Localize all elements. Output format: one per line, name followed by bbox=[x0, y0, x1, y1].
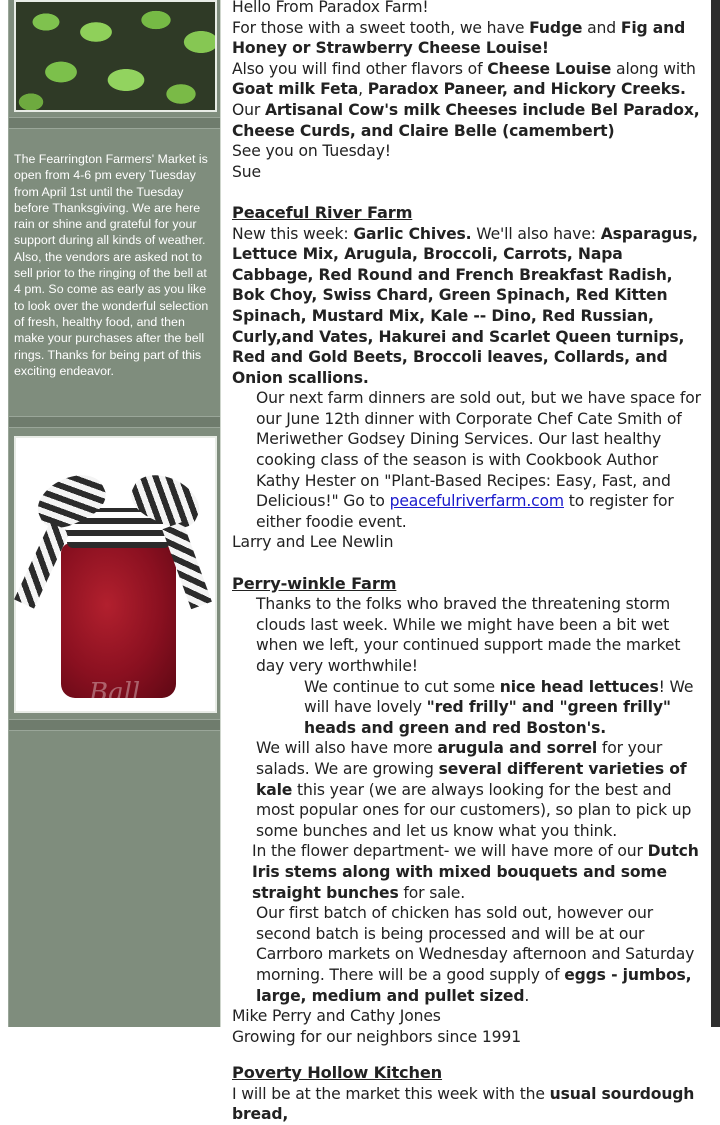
produce-list: Asparagus, Lettuce Mix, Arugula, Broccoli, Carrots, Napa Cabbage, Red Round and French Breakfast Radish, Bok Choy, Swiss Chard, Green Spinach, Red Kitten Spinach, Mustard Mix, Kale -- Dino, Red Russian, Curly,and Vates, Hakurei and Scarlet Queen turnips, Red and Gold Beets, Broccoli leaves, Collards, and Onion scallions. bbox=[232, 224, 698, 387]
product-dutch-iris: Dutch Iris stems along with mixed bouquets and some straight bunches bbox=[252, 842, 699, 902]
product-fudge: Fudge bbox=[529, 18, 583, 37]
peaceful-river-heading: Peaceful River Farm bbox=[232, 202, 413, 222]
sidebar-divider bbox=[9, 416, 220, 428]
spacer bbox=[232, 182, 702, 203]
text-span: I will be at the market this week with the bbox=[232, 1084, 550, 1103]
page-right-border bbox=[711, 0, 720, 1027]
text-span: We will also have more bbox=[256, 739, 438, 758]
text-span: Our bbox=[232, 100, 265, 119]
jam-jar bbox=[61, 488, 176, 708]
perry-signature: Mike Perry and Cathy Jones bbox=[232, 1007, 441, 1026]
peaceful-river-section bbox=[232, 203, 702, 553]
product-eggs: eggs - jumbos, large, medium and pullet sized bbox=[256, 965, 692, 1005]
perry-flowers bbox=[232, 841, 702, 903]
product-frilly-heads: "red frilly" and "green frilly" heads and green and red Boston's. bbox=[304, 698, 671, 737]
perry-chicken-eggs bbox=[232, 903, 702, 1006]
market-info-text: The Fearrington Farmers' Market is open from 4-6 pm every Tuesday from April 1st until the Tuesday before Thanksgiving. We are here rain or shine and grateful for your support during all kinds of weather. Also, the vendors are asked not to sell prior to the ringing of the bell at 4 pm. So come as early as you like to look over the wonderful selection of fresh, healthy food, and then make your purchases after the bell rings. Thanks for being part of this exciting endeavor. bbox=[14, 152, 209, 378]
product-paneer: Paradox Paneer, and Hickory Creeks. bbox=[367, 80, 686, 99]
text-span: . bbox=[524, 986, 530, 1005]
jam-jar-photo bbox=[14, 436, 217, 713]
text-span: We'll also have: bbox=[471, 224, 601, 243]
text-span: Our first batch of chicken has sold out, however our second batch is being processed and will be at our Carrboro markets on Wednesday afternoon and Saturday morning. There will be a good supply of bbox=[256, 904, 695, 984]
paradox-signature: Sue bbox=[232, 162, 261, 181]
poverty-hollow-heading: Poverty Hollow Kitchen bbox=[232, 1063, 443, 1083]
peaceful-river-link[interactable]: peacefulriverfarm.com bbox=[389, 492, 564, 511]
peaceful-events bbox=[232, 388, 702, 532]
paradox-line-cow-cheeses bbox=[232, 100, 702, 141]
product-goat-feta: Goat milk Feta bbox=[232, 80, 359, 99]
perry-tagline: Growing for our neighbors since 1991 bbox=[232, 1027, 521, 1046]
product-garlic-chives: Garlic Chives. bbox=[353, 224, 472, 243]
perry-winkle-section bbox=[232, 574, 702, 1048]
paradox-greeting: Hello From Paradox Farm! bbox=[232, 0, 429, 16]
paradox-farm-section bbox=[232, 0, 702, 182]
newsletter-content bbox=[222, 0, 711, 1124]
text-span: Our next farm dinners are sold out, but we have space for our June 12th dinner with Corporate Chef Cate Smith of Meriwether Godsey Dining Services. Our last healthy cooking class of the season is with Cookbook Author Kathy Hester on "Plant-Based Recipes: Easy, Fast, and Delicious!" Go to bbox=[256, 389, 701, 511]
text-span: to register for either foodie event. bbox=[256, 492, 674, 531]
perry-greens bbox=[232, 738, 702, 841]
poverty-intro bbox=[232, 1084, 702, 1125]
product-cheese-louise: Fig and Honey or Strawberry Cheese Louise! bbox=[232, 18, 686, 58]
product-kale-varieties: several different varieties of kale bbox=[256, 759, 687, 799]
perry-thanks: Thanks to the folks who braved the threatening storm clouds last week. While we might have been a bit wet when we left, your continued support made the market day very worthwhile! bbox=[256, 595, 681, 675]
paradox-line-sweets bbox=[232, 18, 702, 59]
product-arugula-sorrel: arugula and sorrel bbox=[437, 739, 598, 758]
text-span: and bbox=[582, 18, 621, 37]
product-sourdough: usual sourdough bread, bbox=[232, 1084, 695, 1124]
text-span: , bbox=[358, 80, 368, 99]
text-span: along with bbox=[611, 59, 696, 78]
product-head-lettuces: nice head lettuces bbox=[499, 677, 659, 696]
perry-winkle-heading: Perry-winkle Farm bbox=[232, 573, 397, 593]
text-span: for sale. bbox=[398, 883, 466, 902]
paradox-see-you: See you on Tuesday! bbox=[232, 142, 391, 161]
peaceful-signature: Larry and Lee Newlin bbox=[232, 533, 394, 552]
paradox-line-flavors bbox=[232, 59, 702, 100]
product-cow-cheeses: Artisanal Cow's milk Cheeses include Bel Paradox, Cheese Curds, and Claire Belle (camembert) bbox=[232, 100, 700, 140]
peaceful-produce-list bbox=[232, 224, 702, 389]
basil-photo bbox=[14, 0, 217, 112]
text-span: for your salads. We are growing bbox=[256, 739, 663, 778]
text-span: Also you will find other flavors of bbox=[232, 59, 488, 78]
jar-brand-text: Ball bbox=[89, 678, 141, 708]
text-span: We continue to cut some bbox=[304, 677, 500, 696]
spacer bbox=[232, 1047, 702, 1063]
spacer bbox=[232, 553, 702, 574]
sidebar-divider bbox=[9, 117, 220, 129]
text-span: this year (we are always looking for the best and most popular ones for our customers), so plan to pick up some bunches and let us know what you think. bbox=[256, 780, 692, 840]
sidebar bbox=[8, 0, 221, 1027]
text-span: In the flower department- we will have more of our bbox=[252, 842, 648, 861]
poverty-hollow-section bbox=[232, 1063, 702, 1125]
product-cheese-louise-flavors: Cheese Louise bbox=[487, 59, 612, 78]
perry-lettuce bbox=[232, 677, 702, 739]
text-span: ! We will have lovely bbox=[304, 677, 694, 717]
page-left-margin bbox=[0, 0, 8, 1027]
text-span: For those with a sweet tooth, we have bbox=[232, 18, 530, 37]
text-span: New this week: bbox=[232, 224, 354, 243]
sidebar-divider bbox=[9, 719, 220, 731]
article bbox=[232, 0, 702, 1125]
jar-body bbox=[61, 543, 176, 708]
